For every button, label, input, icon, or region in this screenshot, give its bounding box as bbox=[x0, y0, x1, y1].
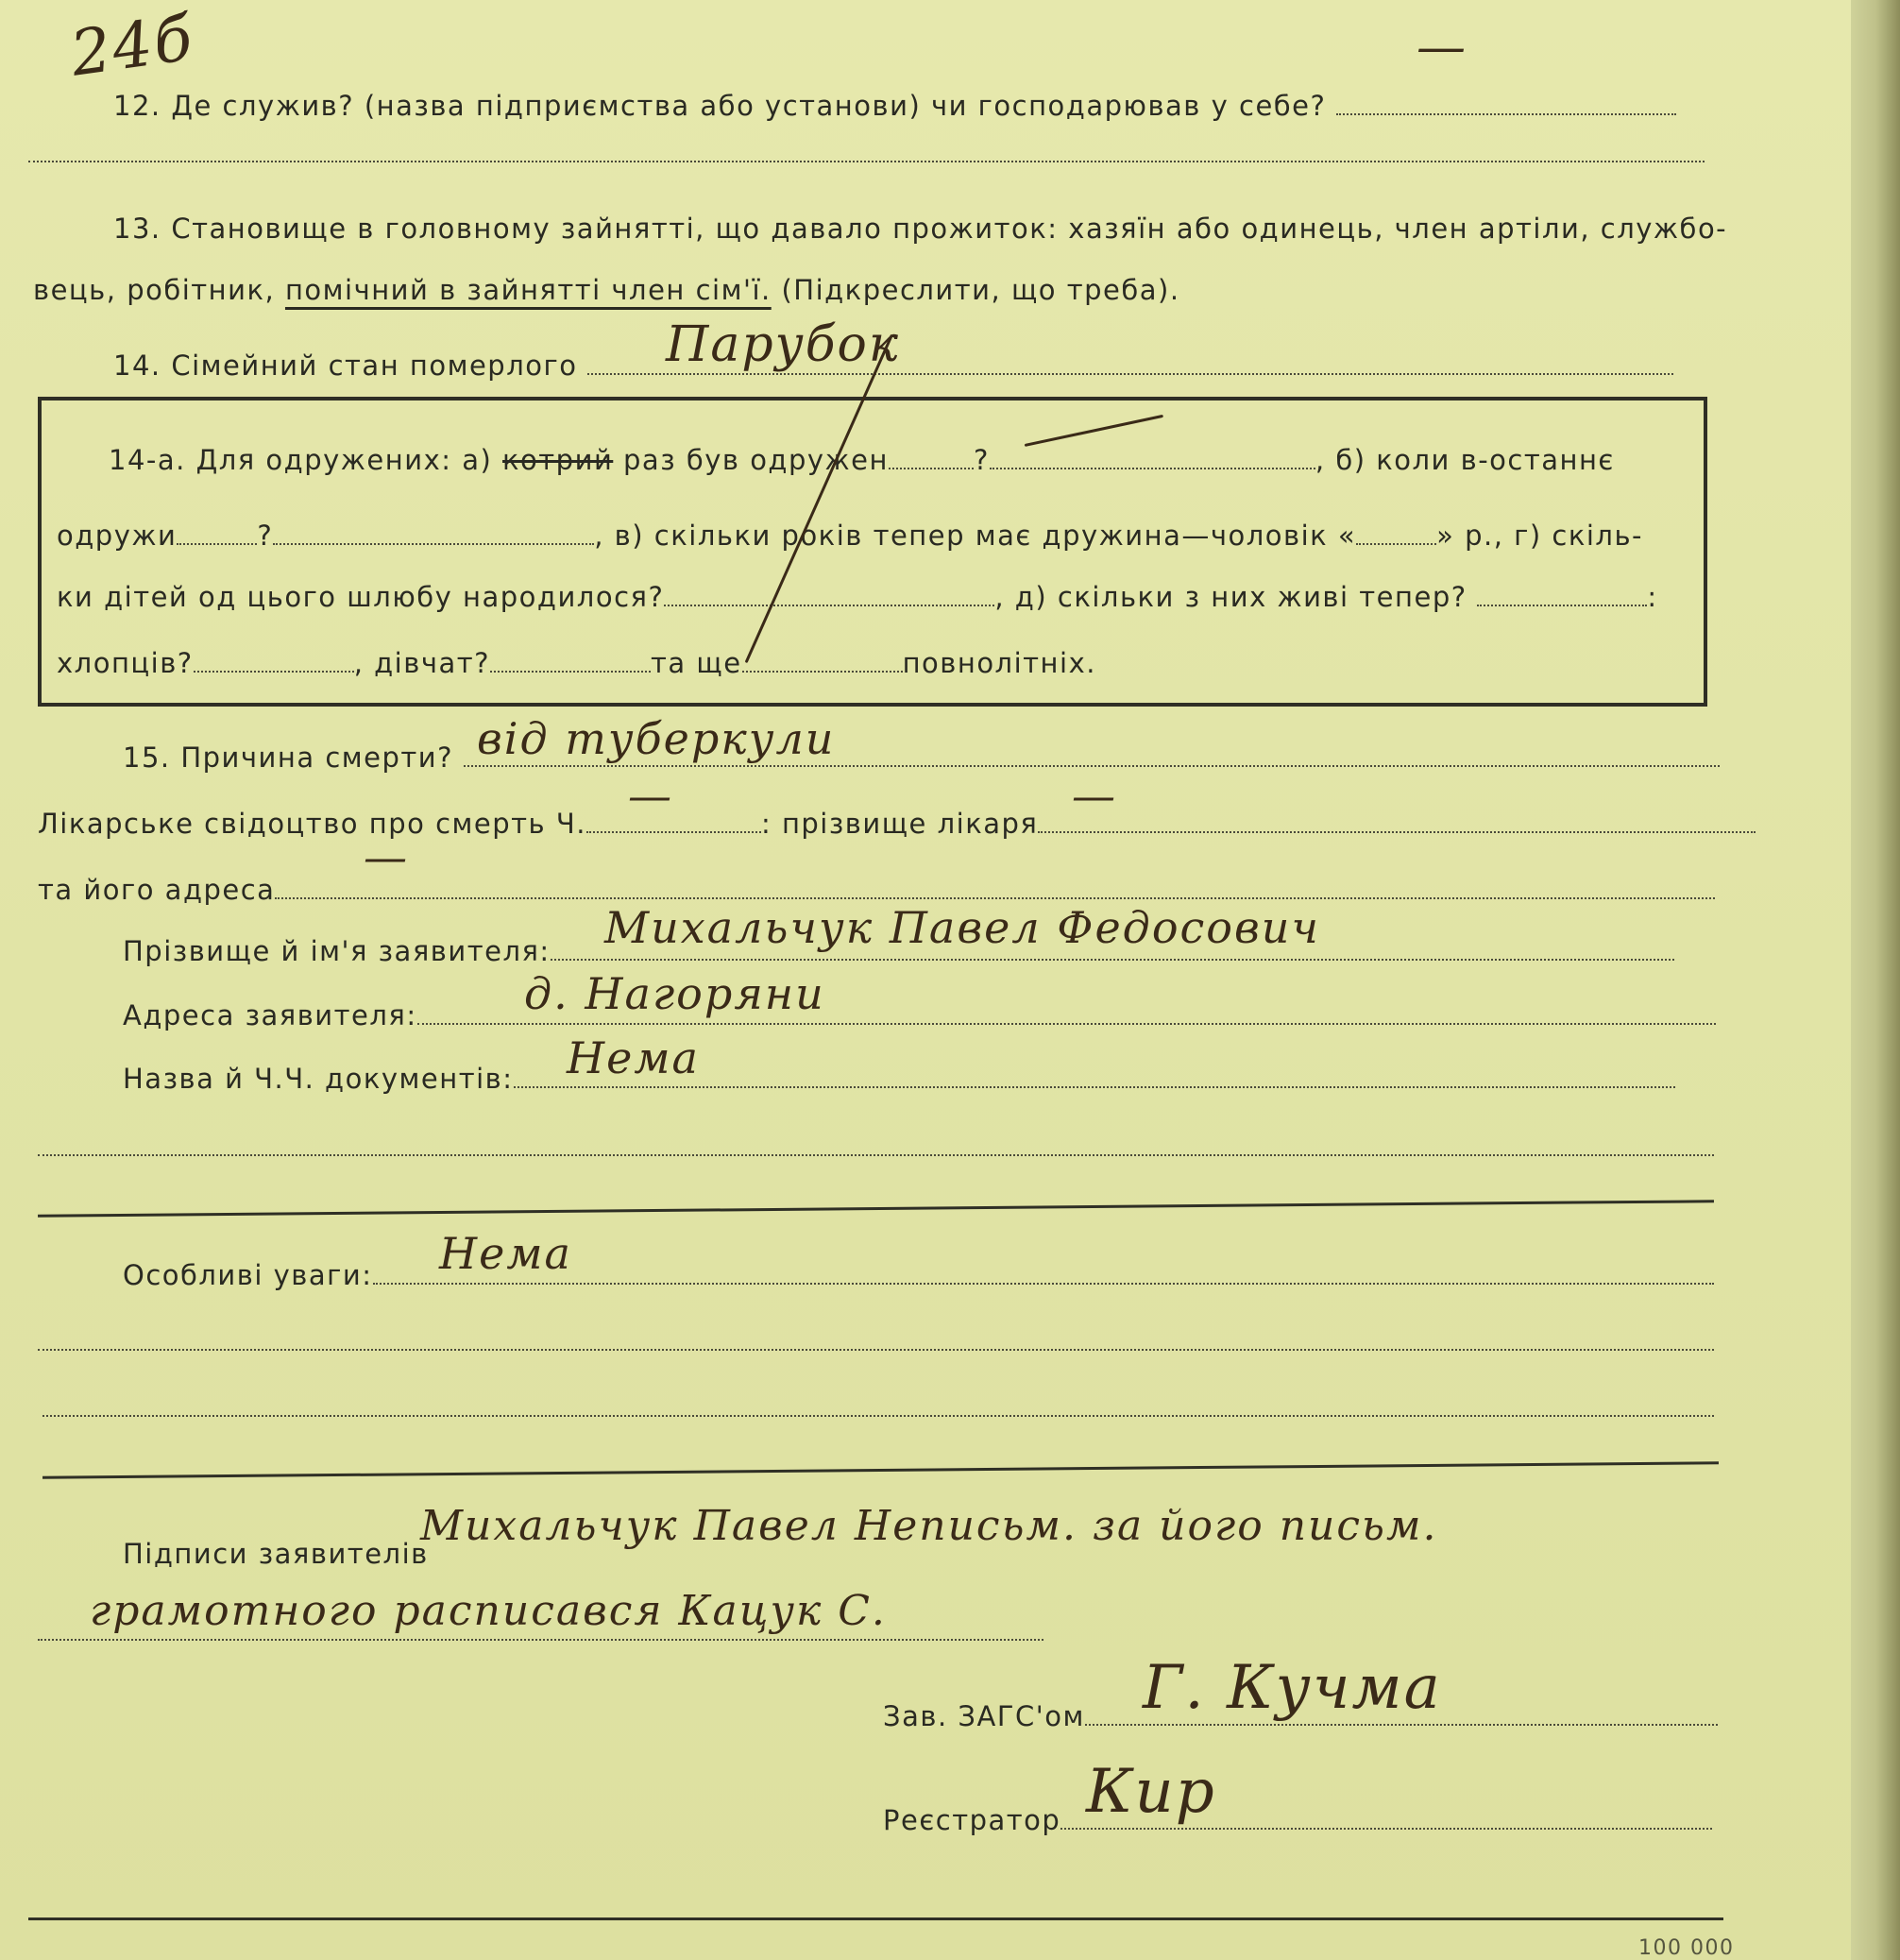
q14a-line2 bbox=[57, 520, 1643, 552]
dotted-rule-1 bbox=[38, 1154, 1714, 1156]
remarks-answer: Нема bbox=[439, 1228, 572, 1279]
q14a-l2-mid: , в) скільки років тепер має дружина—чоловік « bbox=[594, 520, 1357, 552]
q15-line bbox=[123, 741, 1720, 774]
doctor-address-answer: — bbox=[364, 831, 409, 882]
q15-label: 15. Причина смерти? bbox=[123, 741, 454, 774]
q13-line2 bbox=[33, 274, 1180, 306]
signatures-dotted-rule bbox=[38, 1639, 1043, 1641]
bottom-rule bbox=[28, 1917, 1723, 1920]
q14a-l4-more: та ще bbox=[651, 647, 742, 679]
binding-edge bbox=[1851, 0, 1900, 1960]
remarks-label: Особливі уваги: bbox=[123, 1259, 373, 1291]
doctor-address-line bbox=[38, 874, 1715, 906]
doctor-certificate-line bbox=[38, 808, 1756, 840]
q14a-line3 bbox=[57, 581, 1658, 613]
q12-label: 12. Де служив? (назва підприємства або установи) чи господарював у себе? bbox=[113, 90, 1327, 122]
q12-answer: — bbox=[1417, 19, 1467, 76]
q14-answer: Парубок bbox=[666, 316, 900, 373]
dotted-rule-3 bbox=[42, 1415, 1714, 1417]
q14a-l2-q: ? bbox=[257, 520, 274, 552]
separator-1 bbox=[38, 1200, 1714, 1217]
applicant-docs-line bbox=[123, 1063, 1675, 1095]
separator-2 bbox=[42, 1461, 1719, 1478]
applicant-address-line bbox=[123, 999, 1716, 1031]
head-signature: Г. Кучма bbox=[1143, 1653, 1442, 1723]
applicant-name-answer: Михальчук Павел Федосович bbox=[604, 902, 1320, 953]
applicant-address-label: Адреса заявителя: bbox=[123, 999, 417, 1031]
head-label: Зав. ЗАГС'ом bbox=[883, 1700, 1085, 1732]
footer-fragment: 100 000 bbox=[1638, 1936, 1735, 1960]
q14a-l3-mid: , д) скільки з них живі тепер? bbox=[994, 581, 1467, 613]
q14a-l1-q: ? bbox=[973, 444, 990, 476]
registrar-signature: Кир bbox=[1086, 1757, 1216, 1827]
signatures-label: Підписи заявителів bbox=[123, 1538, 429, 1570]
q14a-struck-word: котрий bbox=[502, 444, 614, 476]
q13-line2-end: (Підкреслити, що треба). bbox=[771, 274, 1180, 306]
applicant-docs-label: Назва й Ч.Ч. документів: bbox=[123, 1063, 514, 1095]
registrar-label: Реєстратор bbox=[883, 1804, 1061, 1836]
doctor-certificate-label: Лікарське свідоцтво про смерть Ч. bbox=[38, 808, 586, 840]
q13-line1: 13. Становище в головному зайнятті, що давало прожиток: хазяїн або одинець, член артіли, службо- bbox=[113, 213, 1728, 245]
q14a-l2-end: » р., г) скіль- bbox=[1436, 520, 1644, 552]
q14a-l4-adults: повнолітніх. bbox=[902, 647, 1096, 679]
q14a-l4-boys: хлопців? bbox=[57, 647, 194, 679]
q13-underlined-option: помічний в зайнятті член сім'ї. bbox=[284, 274, 772, 306]
signatures-handwriting-2: грамотного расписався Кацук С. bbox=[90, 1587, 887, 1635]
q13-line2-start: вець, робітник, bbox=[33, 274, 285, 306]
signatures-line bbox=[123, 1538, 429, 1570]
signatures-handwriting-1: Михальчук Павел Неписьм. за його письм. bbox=[420, 1502, 1438, 1550]
page-number-mark: 24б bbox=[66, 1, 198, 91]
doctor-address-label: та його адреса bbox=[38, 874, 276, 906]
remarks-line bbox=[123, 1259, 1714, 1291]
q14a-line4 bbox=[57, 647, 1096, 679]
applicant-docs-answer: Нема bbox=[567, 1032, 700, 1083]
applicant-name-label: Прізвище й ім'я заявителя: bbox=[123, 935, 551, 967]
q14a-l3-start: ки дітей од цього шлюбу народилося? bbox=[57, 581, 665, 613]
dotted-rule-2 bbox=[38, 1349, 1714, 1351]
q14a-l1-end: , б) коли в-останнє bbox=[1315, 444, 1615, 476]
q14a-l1-start: 14-а. Для одружених: а) bbox=[109, 444, 503, 476]
q14a-l4-girls: , дівчат? bbox=[353, 647, 491, 679]
q14-label: 14. Сімейний стан померлого bbox=[113, 349, 578, 382]
registrar-line bbox=[883, 1804, 1712, 1836]
doctor-surname-answer: — bbox=[1072, 770, 1117, 821]
q14a-l2-start: одружи bbox=[57, 520, 178, 552]
q12-line bbox=[113, 90, 1676, 122]
doctor-surname-label: : прізвище лікаря bbox=[760, 808, 1039, 840]
applicant-address-answer: д. Нагоряни bbox=[524, 968, 825, 1019]
q14a-l1-mid: раз був одружен bbox=[613, 444, 889, 476]
doctor-certificate-answer: — bbox=[628, 770, 673, 821]
q14a-line1 bbox=[109, 444, 1615, 476]
q14a-l3-end: : bbox=[1647, 581, 1658, 613]
q15-answer: від туберкули bbox=[477, 713, 836, 764]
rule-12 bbox=[28, 161, 1705, 162]
